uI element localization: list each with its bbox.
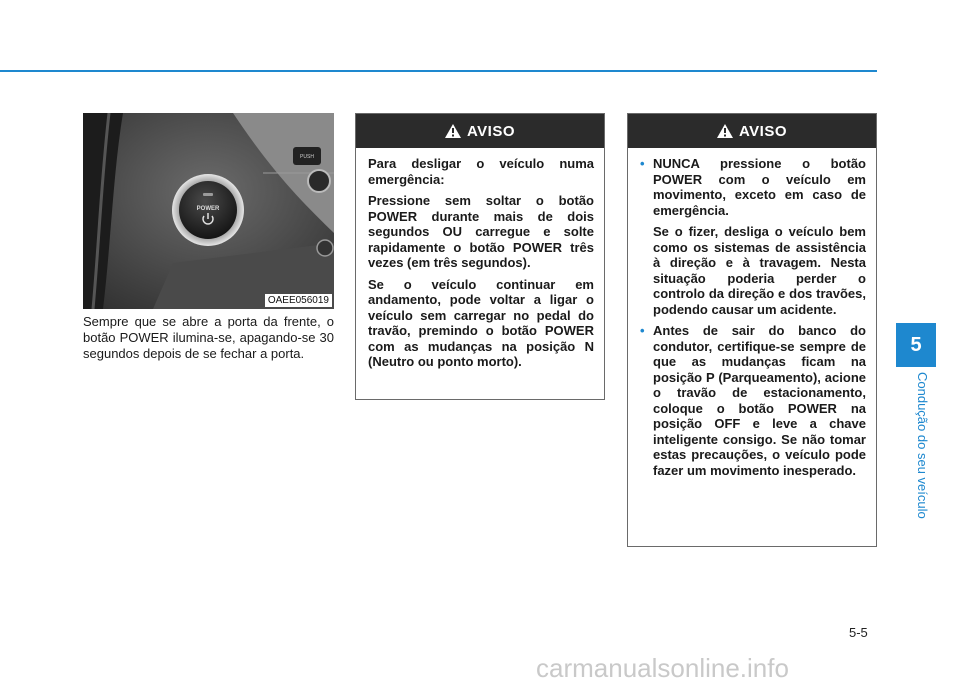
warning-body	[356, 148, 604, 386]
aux-button-label: PUSH	[300, 154, 314, 160]
warning-paragraph: Pressione sem soltar o botão POWER durante mais de dois segundos OU carregue e solte rapidamente o botão POWER três vezes (em três segundos).	[368, 193, 594, 270]
body-paragraph: Sempre que se abre a porta da frente, o botão POWER ilumina-se, apagando-se 30 segundos depois de se fechar a porta.	[83, 314, 334, 361]
warning-paragraph: Se o fizer, desliga o veículo bem como os sistemas de assistência à direção e à travagem. Nesta situação poderia perder o controlo da direção e dos travões, podendo causar um acidente.	[653, 224, 866, 317]
chapter-title: Condução do seu veículo	[915, 372, 930, 519]
watermark: carmanualsonline.info	[536, 653, 789, 683]
warning-paragraph: Para desligar o veículo numa emergência:	[368, 156, 594, 187]
warning-box-left	[355, 113, 605, 400]
warning-header	[356, 114, 604, 148]
warning-bullet	[640, 156, 866, 218]
warning-title: AVISO	[738, 122, 788, 140]
warning-header	[628, 114, 876, 148]
figure-code: OAEE056019	[265, 294, 332, 307]
top-rule	[0, 70, 877, 72]
bullet-text: NUNCA pressione o botão POWER com o veículo em movimento, exceto em caso de emergência.	[653, 156, 866, 218]
warning-body	[628, 148, 876, 494]
bullet-dot-icon: •	[640, 323, 645, 338]
chapter-number-tab: 5	[896, 323, 936, 367]
warning-triangle-icon	[445, 124, 461, 138]
power-button-photo	[83, 113, 334, 309]
warning-title: AVISO	[466, 122, 516, 140]
bullet-text: Antes de sair do banco do condutor, certifique-se sempre de que as mudanças ficam na posição P (Parqueamento), acione o travão de estacionamento, coloque o botão POWER na posição OFF e leve a chave inteligente consigo. Se não tomar estas precauções, o veículo pode fazer um movimento inesperado.	[653, 323, 866, 478]
power-button-label: POWER	[196, 206, 220, 212]
bullet-dot-icon: •	[640, 156, 645, 171]
warning-paragraph: Se o veículo continuar em andamento, pode voltar a ligar o veículo sem carregar no pedal do travão, premindo o botão POWER com as mudanças na posição N (Neutro ou ponto morto).	[368, 276, 594, 369]
page-number: 5-5	[849, 625, 868, 640]
warning-bullet	[640, 323, 866, 478]
warning-triangle-icon	[717, 124, 733, 138]
warning-box-right	[627, 113, 877, 547]
